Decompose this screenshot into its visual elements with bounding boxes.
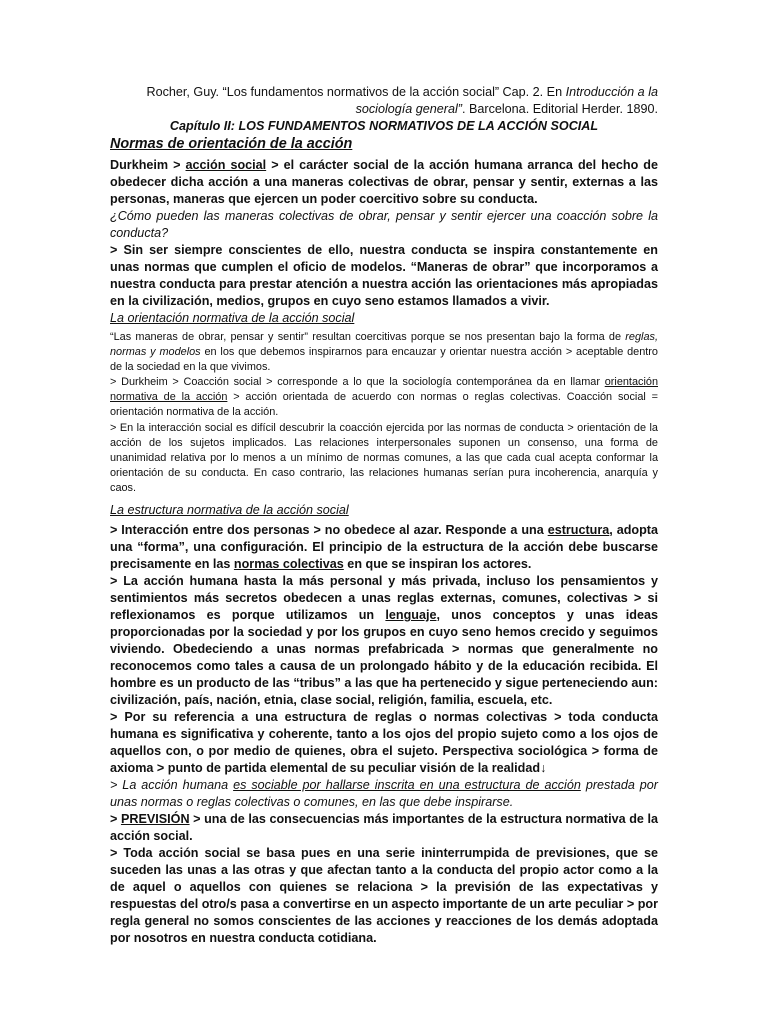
- underlined-term: acción social: [185, 158, 267, 172]
- chapter-title: Capítulo II: LOS FUNDAMENTOS NORMATIVOS DE LA ACCIÓN SOCIAL: [169, 119, 599, 133]
- citation-author-title: Rocher, Guy. “Los fundamentos normativos de la acción social” Cap. 2. En: [146, 85, 566, 99]
- text-run: > Interacción entre dos personas > no obedece al azar. Responde a una: [110, 523, 548, 538]
- section-heading-orientacion: La orientación normativa de la acción social: [110, 311, 355, 325]
- text-run: >: [110, 812, 121, 827]
- text-run: prestada por unas normas o reglas colectivas o comunes, en las que debe inspirarse.: [110, 778, 658, 810]
- paragraph-normas-modelos: > Sin ser siempre conscientes de ello, nuestra conducta se inspira constantemente en unas normas que cumplen el oficio de modelos. “Maneras de obrar” que incorporamos a nuestra conducta para prestar atención a nuestra acción las orientaciones más apropiadas en la civilización, medios, grupos en cuyo seno estamos llamados a vivir.: [110, 243, 658, 308]
- text-run: en que se inspiran los actores.: [343, 557, 532, 572]
- underlined-term: es sociable por hallarse inscrita en una estructura de acción: [233, 778, 581, 793]
- text-run: , adopta una “forma”, una configuración. El principio de la estructura de la acción debe buscarse precisamente en las: [110, 523, 659, 572]
- text-run: > Durkheim > Coacción social > corresponde a lo que la sociología contemporánea da en llamar: [110, 376, 605, 389]
- citation-publisher: . Barcelona. Editorial Herder. 1890.: [461, 102, 658, 116]
- paragraph-previsiones: > Toda acción social se basa pues en una serie ininterrumpida de previsiones, que se suceden las unas a las otras y que afectan tanto a la conducta del propio actor como a la de aquel o aquellos con quienes se relaciona > la previsión de las expectativas y respuestas del otro/s pasa a convertirse en un aspecto importante de un arte peculiar > por regla general no somos conscientes de las acciones y reacciones de los demás adoptada por nosotros en nuestra conducta cotidiana.: [110, 846, 658, 946]
- paragraph-coaccion-social: [110, 375, 658, 420]
- paragraph-prevision: [110, 811, 658, 845]
- document-page: [110, 84, 658, 947]
- text-run: Durkheim >: [110, 158, 186, 172]
- paragraph-accion-humana: [110, 573, 658, 709]
- paragraph-interaccion-personas: [110, 522, 658, 573]
- underlined-term: estructura: [547, 523, 610, 538]
- text-run: > La acción humana: [110, 778, 234, 793]
- underlined-term: normas colectivas: [233, 557, 344, 572]
- text-run: > acción orientada de acuerdo con normas o reglas colectivas. Coacción social = orientación normativa de la acción.: [110, 391, 658, 419]
- citation-book-title: Introducción a la sociología general”: [355, 85, 658, 116]
- underlined-term: PREVISIÓN: [120, 812, 190, 827]
- section-heading-estructura: La estructura normativa de la acción social: [110, 503, 349, 518]
- text-run: en los que debemos inspirarnos para encauzar y orientar nuestra acción > aceptable dentro de la sociedad en la que vivimos.: [110, 346, 658, 374]
- question: ¿Cómo pueden las maneras colectivas de obrar, pensar y sentir ejercer una coacción sobre la conducta?: [110, 209, 658, 240]
- italic-term: reglas, normas y modelos: [110, 331, 658, 359]
- text-run: , unos conceptos y unas ideas proporcionadas por la sociedad y por los grupos en cuyo seno hemos crecido y seguimos viviendo. Obedeciendo a unas normas prefabricada > normas que generalmente no reconocemos como tales a causa de un prolongado hábito y de la educación recibida. El hombre es un producto de las “tribus” a las que ha pertenecido y sigue perteneciendo aun: civilización, país, nación, etnia, clase social, religión, familia, escuela, etc.: [110, 608, 658, 708]
- text-run: > una de las consecuencias más importantes de la estructura normativa de la acción social.: [110, 812, 658, 844]
- text-run: “Las maneras de obrar, pensar y sentir” resultan coercitivas porque se nos presentan bajo la forma de: [110, 331, 626, 343]
- paragraph-accion-sociable: [110, 777, 658, 811]
- section-heading-normas: Normas de orientación de la acción: [110, 136, 353, 152]
- paragraph-maneras-de-obrar: [110, 330, 658, 375]
- text-run: > La acción humana hasta la más personal y más privada, incluso los pensamientos y sentimientos más secretos obedecen a unas reglas externas, comunes, colectivas > si reflexionamos es porque utilizamos un: [110, 574, 658, 623]
- underlined-term: lenguaje: [385, 608, 437, 623]
- paragraph-interaccion-social: > En la interacción social es difícil descubrir la coacción ejercida por las normas de conducta > orientación de la acción de los sujetos implicados. Las relaciones interpersonales suponen un consenso, una forma de unanimidad relativa por lo menos a un mínimo de normas comunes, a las que cada cual acepta conformar la orientación de su conducta. En caso contrario, las relaciones humanas serían pura incoherencia, anarquía y caos.: [110, 421, 658, 494]
- underlined-term: orientación normativa de la acción: [110, 376, 658, 404]
- paragraph-durkheim: [110, 157, 658, 208]
- paragraph-referencia-reglas: > Por su referencia a una estructura de reglas o normas colectivas > toda conducta humana es significativa y coherente, tanto a los ojos del propio sujeto como a los ojos de aquellos con, o por medio de quienes, obra el sujeto. Perspectiva sociológica > forma de axioma > punto de partida elemental de su peculiar visión de la realidad↓: [110, 710, 658, 776]
- citation: [110, 84, 658, 118]
- text-run: > el carácter social de la acción humana arranca del hecho de obedecer dicha acción a una maneras colectivas de obrar, pensar y sentir, externas a las personas, maneras que ejercen un poder coercitivo sobre su conducta.: [110, 158, 658, 206]
